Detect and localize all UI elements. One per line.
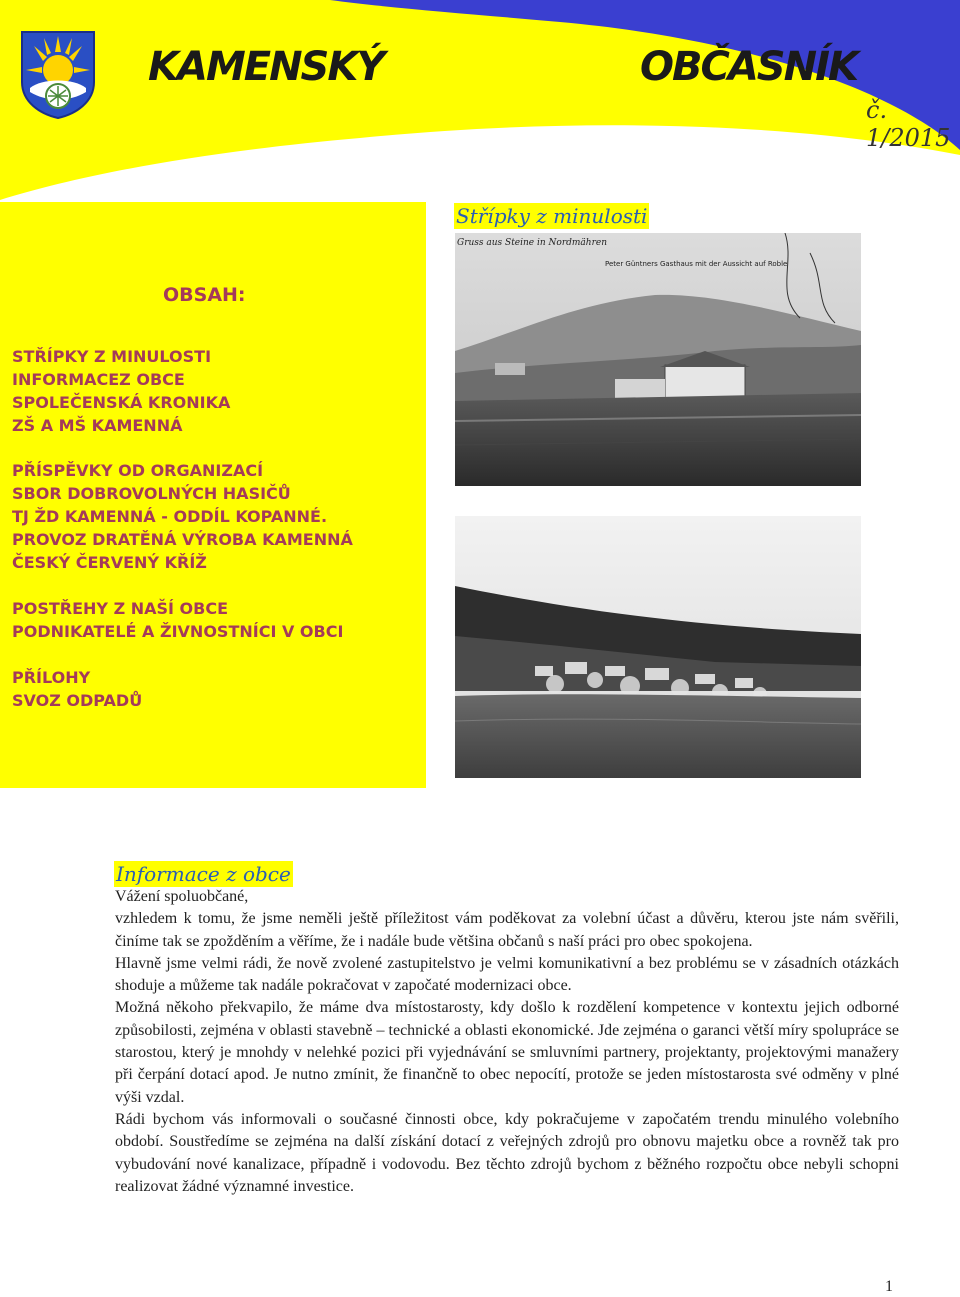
toc-item[interactable]: SVOZ ODPADŮ: [12, 691, 143, 710]
paragraph: Možná někoho překvapilo, že máme dva místostarosty, kdy došlo k rozdělení kompetence v kontextu jejich odborné způsobilosti, zejména v oblasti stavebně – technické a oblasti ekonomické. Jde zejména o garanci větší míry spolupráce se starostou, který je mnohdy v nelehké pozici při vyjednávání se smluvními partnery, projektanty, projektovými manažery při čerpání dotací apod. Je nutno zmínit, že finančně to obec nepocítí, protože se jeden místostarosta své odměny v plné výši vzdal.: [115, 999, 899, 1106]
toc-item[interactable]: PŘÍSPĚVKY OD ORGANIZACÍ: [12, 461, 264, 480]
toc-item[interactable]: INFORMACEZ OBCE: [12, 370, 185, 389]
masthead-title-right: OBČASNÍK: [640, 44, 857, 90]
masthead-title-left: KAMENSKÝ: [148, 44, 384, 90]
toc-item[interactable]: TJ ŽD KAMENNÁ - ODDÍL KOPANNÉ.: [12, 507, 328, 526]
toc-item[interactable]: SPOLEČENSKÁ KRONIKA: [12, 393, 231, 412]
toc-item[interactable]: PODNIKATELÉ A ŽIVNOSTNÍCI V OBCI: [12, 622, 344, 641]
section-heading-info: Informace z obce: [116, 862, 291, 886]
toc-item[interactable]: POSTŘEHY Z NAŠÍ OBCE: [12, 599, 229, 618]
sun-shield-logo-icon: [20, 30, 96, 120]
toc-heading: OBSAH:: [163, 284, 246, 306]
toc-item[interactable]: ČESKÝ ČERVENÝ KŘÍŽ: [12, 553, 207, 572]
historical-postcard-photo: [455, 233, 861, 486]
toc-item[interactable]: PROVOZ DRATĚNÁ VÝROBA KAMENNÁ: [12, 530, 353, 549]
toc-item[interactable]: ZŠ A MŠ KAMENNÁ: [12, 416, 183, 435]
postcard-caption-left: Gruss aus Steine in Nordmähren: [457, 238, 608, 248]
article-body: [115, 886, 899, 1198]
toc-item[interactable]: SBOR DOBROVOLNÝCH HASIČŮ: [12, 484, 291, 503]
section-heading-history: Střípky z minulosti: [456, 204, 648, 228]
page-number: 1: [885, 1278, 893, 1295]
toc-item[interactable]: PŘÍLOHY: [12, 668, 91, 687]
issue-number: č. 1/2015: [866, 96, 951, 152]
paragraph: Rádi bychom vás informovali o současné činnosti obce, kdy pokračujeme v započatém trendu minulého volebního období. Soustředíme se zejména na další získání dotací z veřejných zdrojů pro obnovu majetku obce a rovněž tak pro vybudování nové kanalizace, případně i vodovodu. Bez těchto zdrojů bychom z běžného rozpočtu obce nebyli schopni realizovat žádné významné investice.: [115, 1110, 899, 1195]
paragraph: vzhledem k tomu, že jsme neměli ještě příležitost vám poděkovat za volební účast a důvěru, kterou jste nám svěřili, činíme tak se zpožděním a věříme, že i nadále bude většina občanů s naší práci pro obec spokojena.: [115, 910, 899, 950]
paragraph: Vážení spoluobčané,: [115, 888, 249, 905]
header-background: [0, 0, 960, 200]
postcard-caption-right: Peter Güntners Gasthaus mit der Aussicht auf Roble: [605, 260, 788, 268]
toc-item[interactable]: STŘÍPKY Z MINULOSTI: [12, 347, 212, 366]
paragraph: Hlavně jsme velmi rádi, že nově zvolené zastupitelstvo je velmi komunikativní a bez problému se v zásadních otázkách shoduje a můžeme tak nadále pokračovat v započaté modernizaci obce.: [115, 954, 899, 995]
historical-village-photo: [455, 516, 861, 778]
